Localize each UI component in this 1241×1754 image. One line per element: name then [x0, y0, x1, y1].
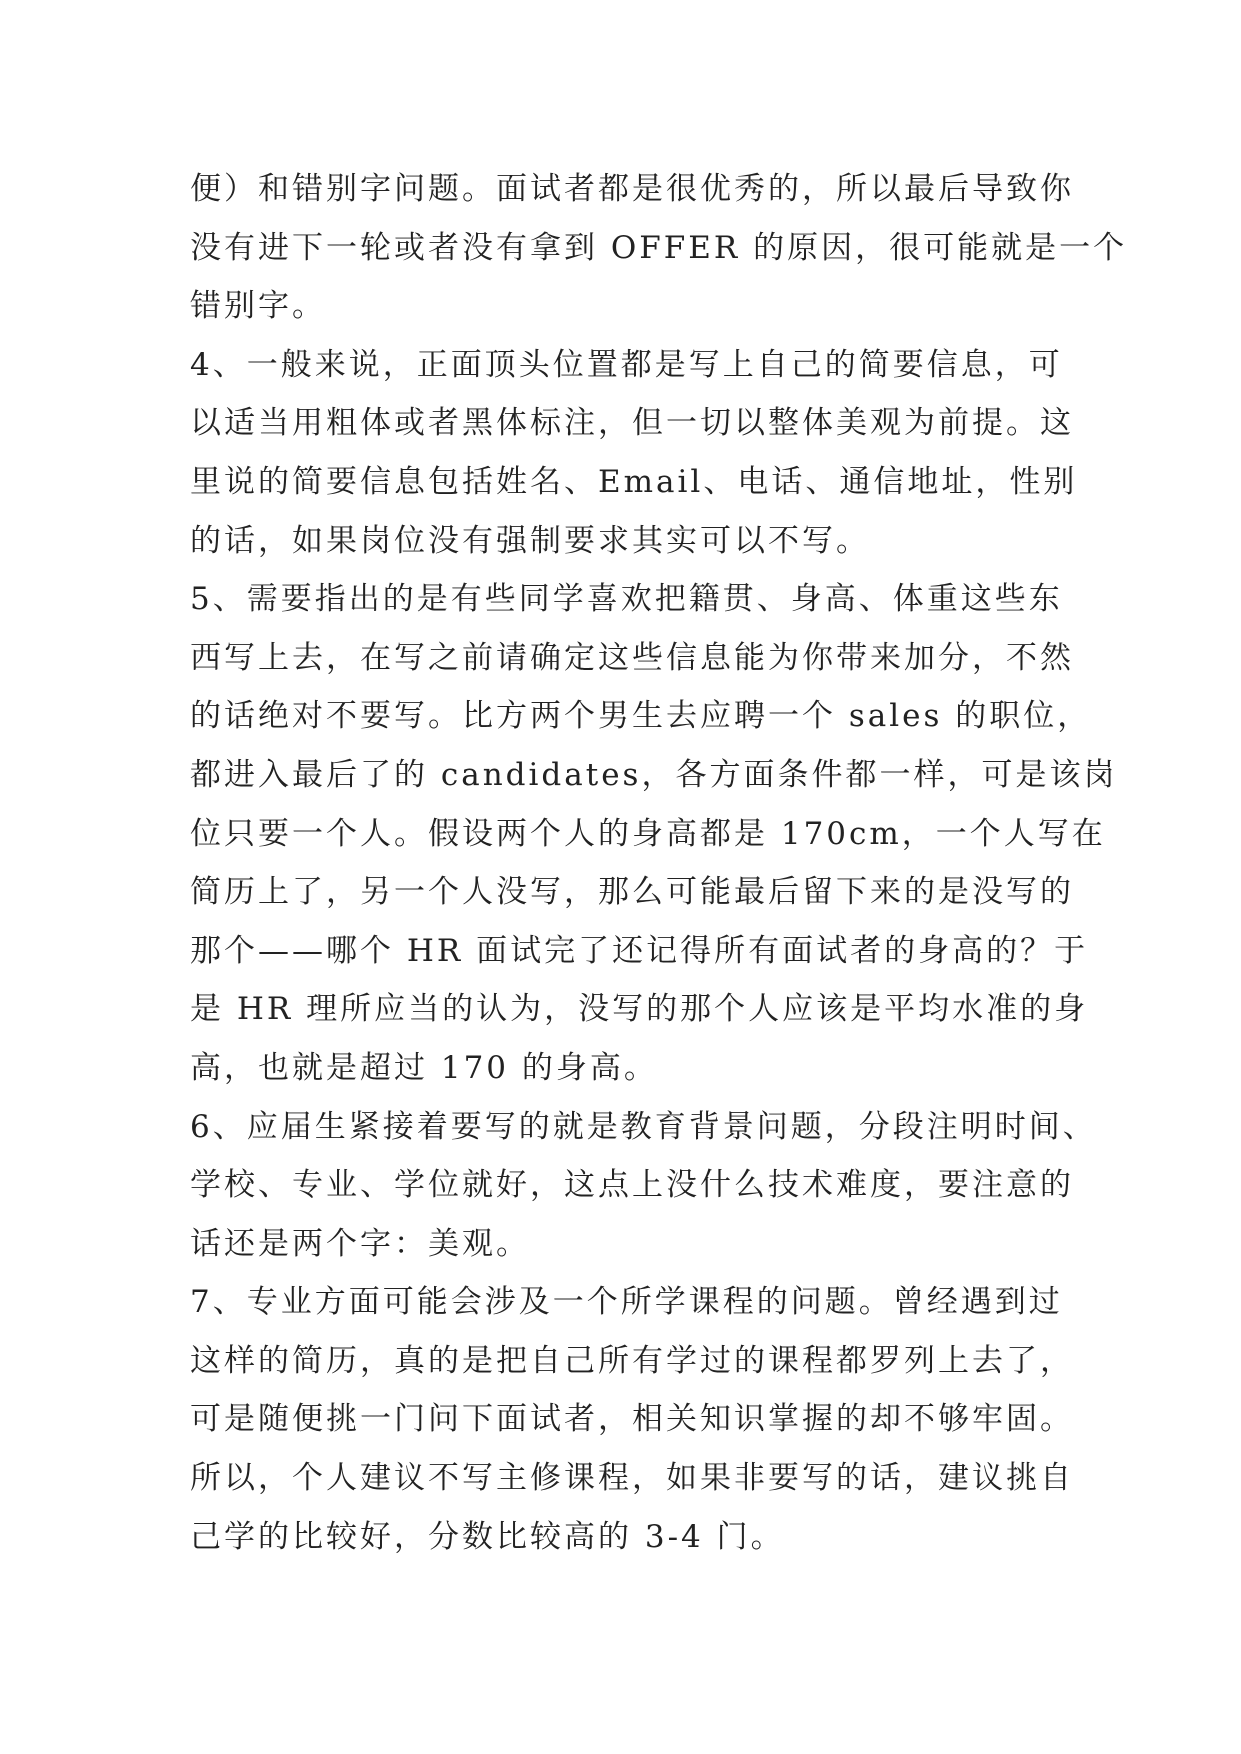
text-line: 己学的比较好，分数比较高的 3-4 门。 — [190, 1518, 785, 1555]
text-line: 7、专业方面可能会涉及一个所学课程的问题。曾经遇到过 — [190, 1284, 1063, 1321]
document-body — [190, 160, 1128, 1566]
text-line: 所以，个人建议不写主修课程，如果非要写的话，建议挑自 — [190, 1460, 1074, 1497]
text-line: 错别字。 — [190, 288, 326, 325]
text-line: 便）和错别字问题。面试者都是很优秀的，所以最后导致你 — [190, 171, 1074, 207]
text-line: 没有进下一轮或者没有拿到 OFFER 的原因，很可能就是一个 — [190, 229, 1128, 266]
text-line: 西写上去，在写之前请确定这些信息能为你带来加分，不然 — [190, 639, 1074, 676]
text-line: 6、应届生紧接着要写的就是教育背景问题，分段注明时间、 — [190, 1108, 1097, 1145]
text-line: 都进入最后了的 candidates，各方面条件都一样，可是该岗 — [190, 756, 1118, 793]
text-line: 那个——哪个 HR 面试完了还记得所有面试者的身高的？于 — [190, 932, 1089, 969]
text-line: 5、需要指出的是有些同学喜欢把籍贯、身高、体重这些东 — [190, 581, 1063, 618]
text-line: 里说的简要信息包括姓名、Email、电话、通信地址，性别 — [190, 463, 1078, 500]
text-line: 学校、专业、学位就好，这点上没什么技术难度，要注意的 — [190, 1167, 1074, 1204]
text-line: 4、一般来说，正面顶头位置都是写上自己的简要信息，可 — [190, 346, 1063, 383]
text-line: 位只要一个人。假设两个人的身高都是 170cm，一个人写在 — [190, 815, 1106, 852]
text-line: 的话绝对不要写。比方两个男生去应聘一个 sales 的职位， — [190, 698, 1092, 735]
text-line: 可是随便挑一门问下面试者，相关知识掌握的却不够牢固。 — [190, 1401, 1074, 1438]
text-line: 简历上了，另一个人没写，那么可能最后留下来的是没写的 — [190, 874, 1074, 911]
text-line: 的话，如果岗位没有强制要求其实可以不写。 — [190, 522, 870, 559]
text-line: 高，也就是超过 170 的身高。 — [190, 1049, 658, 1086]
text-line: 以适当用粗体或者黑体标注，但一切以整体美观为前提。这 — [190, 405, 1074, 442]
text-line: 这样的简历，真的是把自己所有学过的课程都罗列上去了， — [190, 1342, 1074, 1379]
text-line: 是 HR 理所应当的认为，没写的那个人应该是平均水准的身 — [190, 991, 1089, 1028]
text-line: 话还是两个字：美观。 — [190, 1225, 530, 1262]
